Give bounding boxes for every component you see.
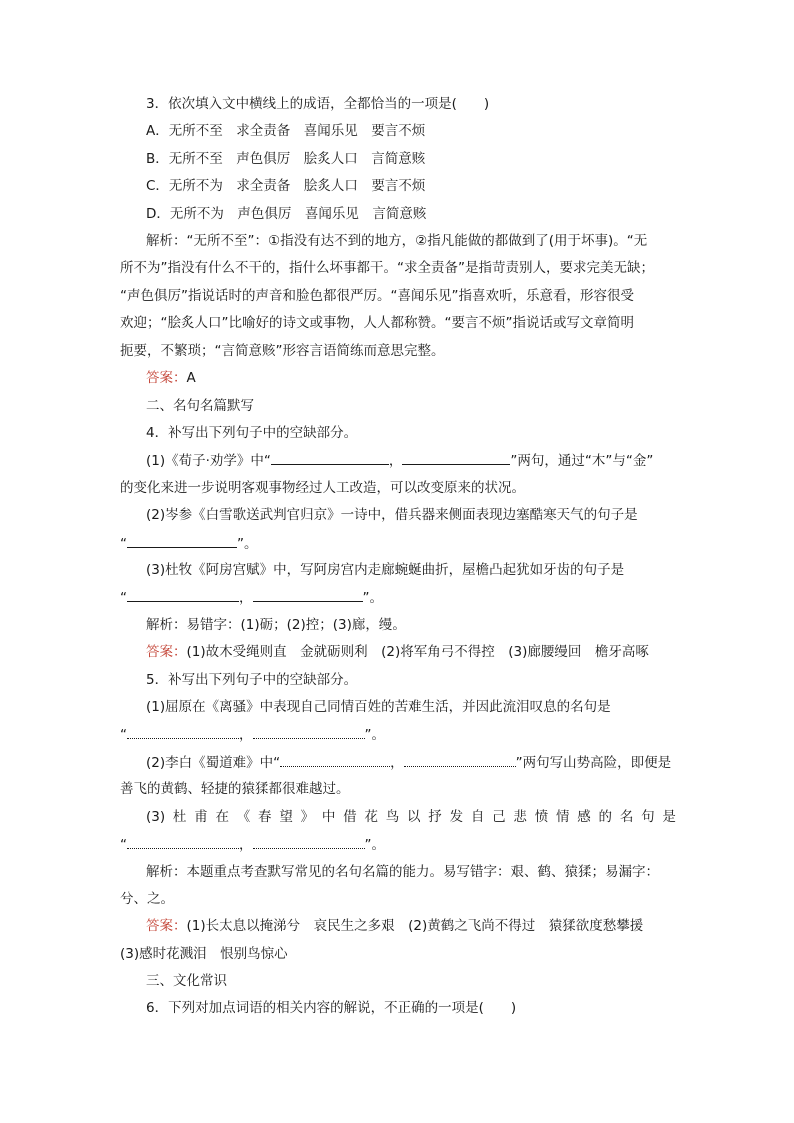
justified-char: 愤 [534,809,549,825]
answer-blank[interactable] [253,834,365,849]
question-5-item-3-blank-line [120,834,385,855]
answer-blank[interactable] [127,587,239,602]
question-3-analysis-line: 扼要，不繁琐；“言简意赅”形容言语简练而意思完整。 [120,343,445,359]
question-5-item-3 [146,807,676,827]
justified-char: 》 [300,809,315,825]
item-text: ， [390,755,404,771]
answer-label: 答案： [146,644,187,660]
answer-blank[interactable] [280,752,390,767]
question-3-option-b: B．无所不至 声色俱厉 脍炙人口 言简意赅 [146,151,426,167]
item-text: “ [120,590,127,606]
answer-blank[interactable] [402,450,510,465]
question-3-stem: 3．依次填入文中横线上的成语，全都恰当的一项是( ) [146,96,490,112]
answer-blank[interactable] [253,724,365,739]
section-2-title: 二、名句名篇默写 [146,398,254,414]
item-text: ”。 [237,536,258,552]
justified-char: 杜 [172,809,187,825]
justified-char: 名 [619,809,634,825]
section-3-title: 三、文化常识 [146,973,227,989]
answer-label: 答案： [146,918,187,934]
item-text: ， [239,837,253,853]
answer-blank[interactable] [253,587,363,602]
question-5-item-1-blank-line [120,724,385,745]
justified-char: 中 [321,809,336,825]
justified-char: 以 [407,809,421,825]
justified-char: 抒 [428,809,442,825]
question-4-item-1 [146,450,653,471]
item-text: ， [239,590,253,606]
question-5-analysis-cont: 兮、之。 [120,891,174,907]
answer-blank[interactable] [404,752,516,767]
answer-blank[interactable] [271,450,389,465]
justified-char: 发 [449,809,464,825]
item-text: “ [120,837,127,853]
item-text: “ [120,727,127,743]
question-4-answer [146,642,649,662]
justified-char: (3) [146,809,166,825]
item-text: (2)李白《蜀道难》中“ [146,755,281,771]
justified-char: 花 [364,809,378,825]
answer-blank[interactable] [127,533,237,548]
item-text: “ [120,536,127,552]
question-3-option-d: D．无所不为 声色俱厉 喜闻乐见 言简意赅 [146,206,427,222]
question-4-stem: 4．补写出下列句子中的空缺部分。 [146,425,358,441]
question-6-stem: 6．下列对加点词语的相关内容的解说，不正确的一项是( ) [146,1000,517,1016]
item-text: ， [388,453,403,469]
answer-label: 答案： [146,370,187,386]
justified-char: 句 [641,809,655,825]
item-text: ”。 [364,727,385,743]
item-text: ”两句，通过“木”与“金” [510,453,654,469]
justified-char: 鸟 [385,809,400,825]
justified-char: 望 [279,809,293,825]
answer-blank[interactable] [127,834,239,849]
item-text: (1)《荀子·劝学》中“ [146,453,271,469]
answer-blank[interactable] [127,724,239,739]
justified-char: 自 [470,809,485,825]
item-text: ”。 [362,590,383,606]
item-text: ”两句写山势高险，即便是 [515,755,672,771]
question-3-analysis-line: 解析：“无所不至”：①指没有达不到的地方，②指凡能做的都做到了(用于坏事)。“无 [146,233,648,249]
justified-char: 《 [236,809,251,825]
question-4-item-3: (3)杜牧《阿房宫赋》中，写阿房宫内走廊蜿蜒曲折，屋檐凸起犹如牙齿的句子是 [146,562,625,578]
question-3-analysis-line: 所不为”指没有什么不干的，指什么坏事都干。“求全责备”是指苛责别人，要求完美无缺； [120,260,654,276]
justified-char: 借 [343,809,357,825]
question-4-analysis: 解析：易错字：(1)砺；(2)控；(3)廊，缦。 [146,617,406,633]
question-5-stem: 5．补写出下列句子中的空缺部分。 [146,672,358,688]
question-3-analysis-line: “声色俱厉”指说话时的声音和脸色都很严厉。“喜闻乐见”指喜欢听，乐意看，形容很受 [120,288,634,304]
question-4-item-3-blank-line [120,587,383,608]
justified-char: 的 [598,809,613,825]
item-text: ， [239,727,253,743]
question-3-answer [146,368,196,388]
question-3-option-c: C．无所不为 求全责备 脍炙人口 要言不烦 [146,178,426,194]
question-4-item-2-blank-line [120,533,258,554]
justified-char: 感 [577,809,591,825]
answer-value: A [186,370,196,386]
justified-char: 悲 [513,809,527,825]
justified-char: 甫 [194,809,208,825]
answer-value: (1)故木受绳则直 金就砺则利 (2)将军角弓不得控 (3)廊腰缦回 檐牙高啄 [186,644,649,660]
question-5-answer-cont: (3)感时花溅泪 恨别鸟惊心 [120,946,288,962]
question-5-answer [146,916,643,936]
question-3-option-a: A．无所不至 求全责备 喜闻乐见 要言不烦 [146,123,426,139]
justified-char: 情 [555,809,570,825]
justified-char: 春 [258,809,272,825]
question-5-item-2-cont: 善飞的黄鹤、轻捷的猿猱都很难越过。 [120,781,350,797]
question-4-item-2: (2)岑参《白雪歌送武判官归京》一诗中，借兵器来侧面表现边塞酷寒天气的句子是 [146,507,638,523]
question-5-item-1: (1)屈原在《离骚》中表现自己同情百姓的苦难生活，并因此流泪叹息的名句是 [146,699,611,715]
justified-char: 在 [215,809,229,825]
item-text: ”。 [364,837,385,853]
question-4-item-1-cont: 的变化来进一步说明客观事物经过人工改造，可以改变原来的状况。 [120,480,525,496]
justified-char: 是 [662,809,676,825]
answer-value: (1)长太息以掩涕兮 哀民生之多艰 (2)黄鹤之飞尚不得过 猿猱欲度愁攀援 [186,918,644,934]
question-3-analysis-line: 欢迎；“脍炙人口”比喻好的诗文或事物，人人都称赞。“要言不烦”指说话或写文章简明 [120,315,634,331]
justified-char: 己 [492,809,506,825]
question-5-analysis: 解析：本题重点考查默写常见的名句名篇的能力。易写错字：艰、鹤、猿猱；易漏字： [146,864,659,880]
question-5-item-2 [146,752,671,773]
